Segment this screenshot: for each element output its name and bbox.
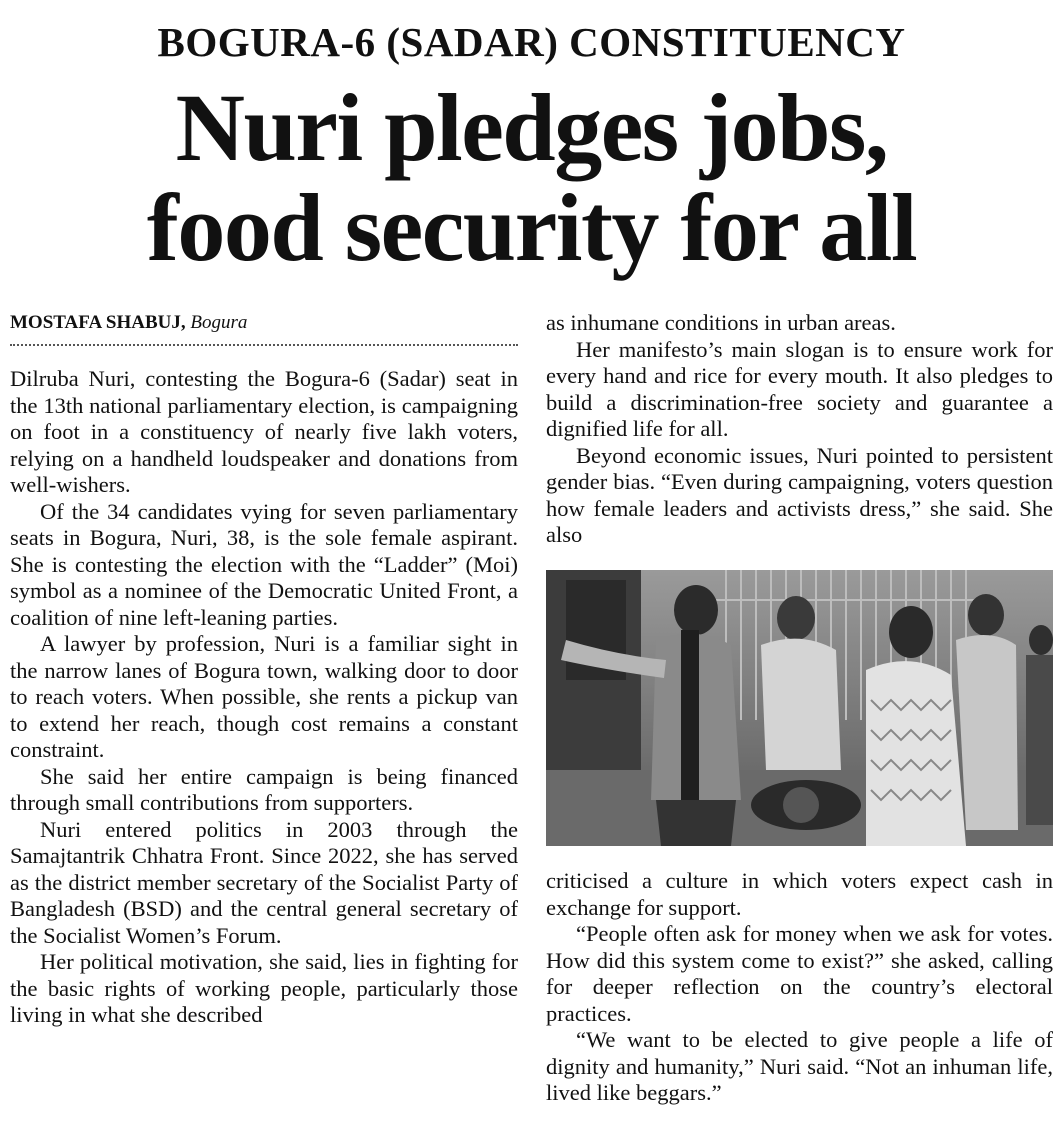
campaign-photo-image [546, 570, 1053, 846]
headline-line-2: food security for all [146, 174, 917, 281]
article-column-left [10, 366, 518, 1029]
paragraph: Her manifesto’s main slogan is to ensure work for every hand and rice for every mouth. It also pledges to build a discrimination-free society and guarantee a dignified life for all. [546, 336, 1053, 441]
paragraph: as inhumane conditions in urban areas. [546, 310, 896, 335]
paragraph: She said her entire campaign is being financed through small contributions from supporters. [10, 763, 518, 815]
paragraph: Her political motivation, she said, lies in fighting for the basic rights of working people, particularly those living in what she described [10, 949, 518, 1027]
article-column-right-top [546, 310, 1053, 549]
paragraph: Of the 34 candidates vying for seven parliamentary seats in Bogura, Nuri, 38, is the sole female aspirant. She is contesting the election with the “Ladder” (Moi) symbol as a nominee of the Democratic United Front, a coalition of nine left-leaning parties. [10, 498, 518, 630]
paragraph: “People often ask for money when we ask for votes. How did this system come to exist?” she asked, calling for deeper reflection on the country’s electoral practices. [546, 921, 1053, 1026]
paragraph: criticised a culture in which voters expect cash in exchange for support. [546, 868, 1053, 920]
paragraph: “We want to be elected to give people a life of dignity and humanity,” Nuri said. “Not an inhuman life, lived like beggars.” [546, 1027, 1053, 1105]
paragraph: A lawyer by profession, Nuri is a familiar sight in the narrow lanes of Bogura town, walking door to door to reach voters. When possible, she rents a pickup van to extend her reach, though cost remains a constant constraint. [10, 631, 518, 762]
byline-author: MOSTAFA SHABUJ, [10, 312, 186, 333]
paragraph: Dilruba Nuri, contesting the Bogura-6 (Sadar) seat in the 13th national parliamentary election, is campaigning on foot in a constituency of nearly five lakh voters, relying on a handheld loudspeaker and donations from well-wishers. [10, 366, 518, 497]
headline-line-1: Nuri pledges jobs, [175, 74, 888, 181]
paragraph: Beyond economic issues, Nuri pointed to persistent gender bias. “Even during campaigning, voters question how female leaders and activists dress,” she said. She also [546, 442, 1053, 547]
campaign-photo [546, 570, 1053, 846]
article-column-right-bottom [546, 868, 1053, 1107]
byline-location: Bogura [190, 312, 248, 333]
byline [10, 310, 518, 336]
paragraph: Nuri entered politics in 2003 through the Samajtantrik Chhatra Front. Since 2022, she has served as the district member secretary of the Socialist Party of Bangladesh (BSD) and the central general secretary of the Socialist Women’s Forum. [10, 816, 518, 948]
article-kicker: BOGURA-6 (SADAR) CONSTITUENCY [157, 19, 906, 65]
article-headline [0, 74, 1063, 281]
byline-divider [10, 344, 518, 346]
